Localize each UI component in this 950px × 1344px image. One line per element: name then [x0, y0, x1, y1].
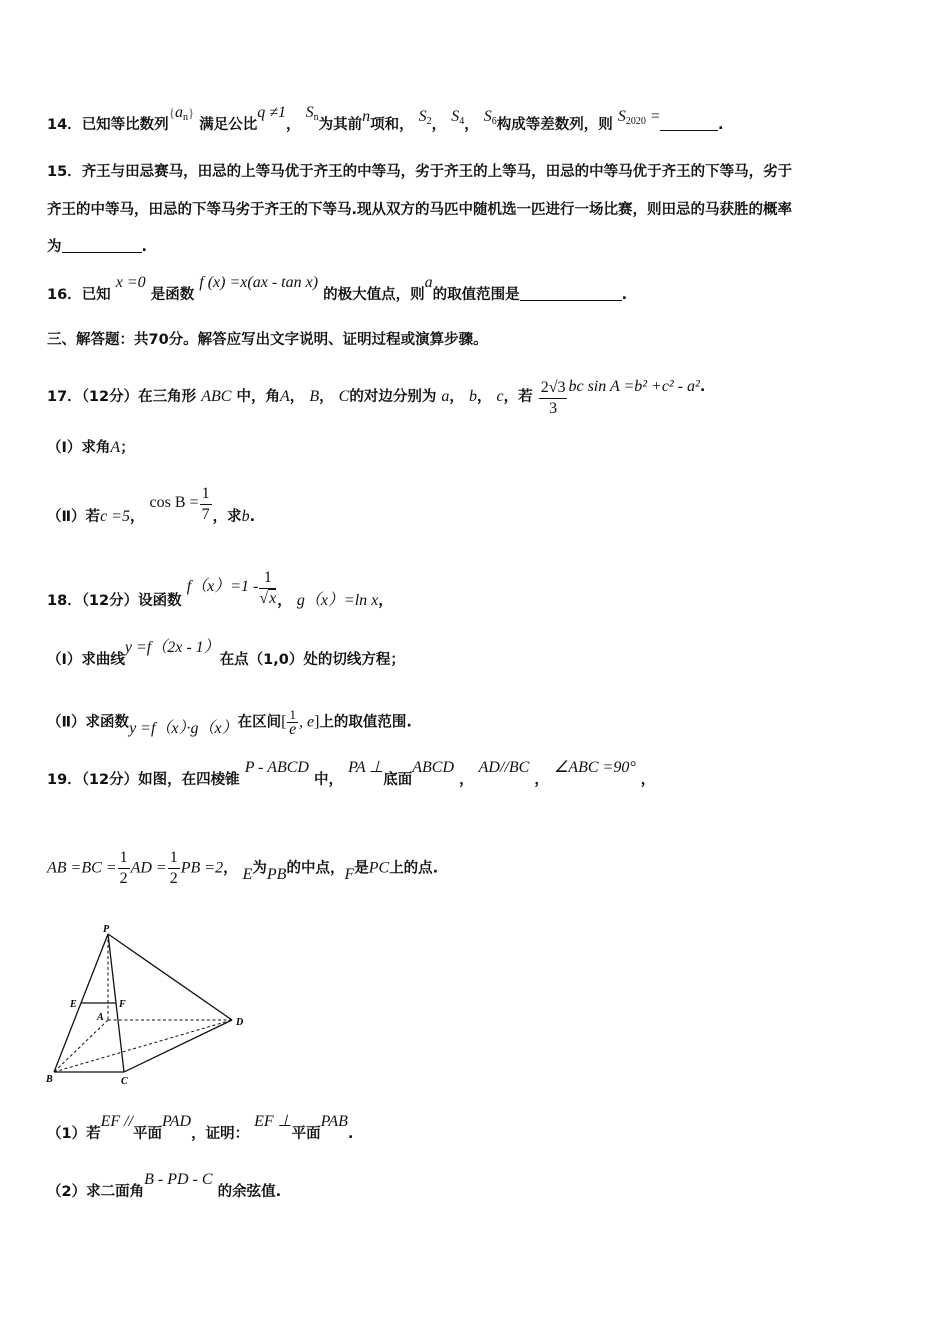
q14-sep-2: ，: [431, 117, 447, 133]
q17-angle-a: A: [279, 388, 290, 405]
question-14: [47, 104, 724, 140]
label-e: E: [70, 999, 77, 1010]
q19-p1-ef-par: EF //: [100, 1113, 134, 1130]
q18-p1-curve: y =f（2x - 1）: [124, 639, 220, 656]
q18-interval-den: e: [289, 721, 297, 738]
section-3-title: 三、解答题：共70分。解答应写出文字说明、证明过程或演算步骤。: [47, 332, 488, 348]
q19-sep-2: ，: [534, 772, 549, 788]
q19-f: F: [344, 865, 355, 883]
q19-p1-text: ，证明：: [191, 1126, 250, 1142]
q15-end: .: [141, 239, 148, 255]
q19-text-3: 底面: [383, 772, 413, 788]
q15-text-line-2: 齐王的中等马，田忌的下等马劣于齐王的下等马.现从双方的马匹中随机选一匹进行一场比赛，则田忌的马获胜的概率: [47, 202, 793, 218]
q16-number: 16．: [47, 287, 82, 303]
q17-triangle: ABC: [201, 388, 232, 405]
q18-interval-fraction: [287, 708, 298, 737]
q17-text-3: 的对边分别为: [349, 389, 437, 405]
q19-part-1: [47, 1113, 354, 1144]
q17-p2-fraction: [200, 484, 212, 525]
q17-p2-cos: cos B =: [149, 493, 199, 511]
label-f: F: [119, 999, 126, 1010]
q14-text-2: 满足公比: [199, 117, 258, 133]
label-b: B: [46, 1074, 53, 1085]
label-c: C: [121, 1076, 128, 1087]
pyramid-figure: [40, 922, 260, 1090]
q18-sep: ，: [277, 592, 292, 609]
q19-l2-text-1: 为: [252, 860, 267, 877]
q17-side-a: a: [441, 388, 450, 405]
q17-angle-c: C: [338, 388, 350, 405]
q19-text-2: 中，: [314, 772, 344, 788]
q19-l2-text-2: 的中点，: [286, 860, 345, 877]
q19-pb: PB: [266, 865, 287, 883]
q17-end: .: [699, 379, 706, 395]
q19-l2-mid: AD =: [130, 859, 167, 877]
q19-l2-den-1: 2: [119, 870, 128, 887]
q14-a: a: [174, 104, 183, 121]
q17-p2-num: 1: [200, 484, 212, 505]
q17-p2-b: b: [241, 507, 250, 525]
q18-score: （12分）: [81, 592, 139, 609]
q17-sep-1: ，: [289, 389, 305, 405]
q18-interval-close: ]: [314, 713, 320, 731]
q17-frac-num: 2√3: [539, 378, 568, 399]
q19-l2-frac-2: [168, 848, 180, 889]
edge-pd: [108, 934, 232, 1020]
q14-s-n: [306, 104, 319, 121]
q14-sep-1: ，: [286, 117, 301, 133]
q19-l2-text-4: 上的点.: [389, 860, 439, 877]
q17-p1-var: A: [110, 439, 121, 456]
q17-part-1: [47, 438, 135, 458]
q14-s-n-sub: n: [313, 112, 319, 123]
q19-p1-plane-2: 平面: [291, 1126, 321, 1142]
q18-p1-text: 在点（1,0）处的切线方程；: [219, 652, 405, 668]
label-d: D: [236, 1017, 244, 1028]
q17-text-1: 在三角形: [138, 389, 197, 405]
q18-interval-right: , e: [298, 713, 315, 731]
q14-a-sub: n: [182, 112, 188, 123]
q14-answer-blank[interactable]: [660, 114, 718, 131]
q14-end: .: [717, 117, 724, 133]
q14-s6-s: S: [483, 108, 492, 125]
q16-text-3: 的极大值点，则: [323, 287, 425, 303]
q17-fraction: [539, 378, 568, 419]
q19-p2-angle: B - PD - C: [144, 1171, 213, 1188]
q16-a: a: [424, 274, 433, 291]
q18-f-den: √x: [259, 590, 277, 607]
q17-sep-3: ，: [449, 389, 464, 405]
q17-text-4: ，若: [503, 389, 533, 405]
q15-number: 15．: [47, 164, 82, 180]
q19-pc: PC: [368, 859, 390, 877]
q17-number: 17．: [47, 389, 82, 405]
q14-a-n: [175, 104, 188, 121]
q19-text-1: 如图，在四棱锥: [138, 772, 240, 788]
question-16: [47, 274, 628, 305]
q19-score: （12分）: [81, 772, 139, 788]
q17-p2-text: ，求: [212, 508, 242, 525]
question-15-line-1: [47, 162, 792, 182]
q19-pa-perp: PA ⊥: [348, 759, 384, 776]
q18-p2-text-1: 在区间: [237, 714, 282, 731]
q14-brace-close: }: [187, 105, 195, 120]
q19-parallel: AD//BC: [478, 759, 530, 776]
q18-p2-text-2: 上的取值范围.: [319, 714, 412, 731]
q14-text-3: 为其前: [318, 117, 363, 133]
q17-side-c: c: [496, 388, 504, 405]
q19-p2-label: （2）求二面角: [47, 1184, 145, 1200]
q19-l2-lhs: AB =BC =: [47, 859, 117, 877]
q18-f-den-x: x: [269, 590, 277, 607]
q18-number: 18．: [47, 592, 82, 609]
q18-part-1: [47, 639, 405, 670]
q17-frac-den: 3: [549, 400, 558, 417]
q17-p2-sep: ，: [129, 508, 145, 525]
q19-l2-text-3: 是: [354, 860, 369, 877]
q19-part-2: [47, 1171, 282, 1202]
q18-text-1: 设函数: [138, 592, 182, 609]
q16-text-1: 已知: [81, 287, 111, 303]
q19-line-2: [47, 848, 438, 889]
q17-rhs: bc sin A =b² +c² - a²: [568, 378, 700, 395]
q17-part-2: [47, 484, 255, 525]
q17-sep-4: ，: [476, 389, 492, 405]
q19-p1-ef-perp: EF ⊥: [254, 1113, 292, 1130]
q14-sep-3: ，: [464, 117, 479, 133]
q17-p2-label: （Ⅱ）若: [47, 508, 101, 525]
q14-s4: [451, 108, 464, 125]
q19-angle: ∠ABC =90°: [553, 759, 636, 776]
q14-s2-s: S: [418, 108, 427, 125]
q17-p1-label: （Ⅰ）求角: [47, 440, 111, 456]
q16-text-4: 的取值范围是: [432, 287, 520, 303]
edge-cd: [124, 1020, 232, 1072]
q18-p1-label: （Ⅰ）求曲线: [47, 652, 125, 668]
q14-s4-s: S: [451, 108, 460, 125]
q18-f-num: 1: [259, 568, 276, 589]
q17-angle-b: B: [309, 388, 320, 405]
q18-interval-num: 1: [289, 707, 296, 722]
q19-l2-den-2: 2: [169, 870, 178, 887]
q14-s6: [484, 108, 497, 125]
q14-q-cond: q ≠1: [257, 104, 287, 121]
question-15-line-3: [47, 236, 147, 257]
q17-p2-cond: c =5: [100, 507, 130, 525]
diag-bd: [54, 1020, 232, 1072]
q14-n: n: [362, 108, 371, 125]
q17-p2-den: 7: [201, 506, 210, 523]
q19-sep-3: ，: [640, 772, 656, 788]
q15-text-line-1: 齐王与田忌赛马，田忌的上等马优于齐王的中等马，劣于齐王的上等马，田忌的中等马优于齐王的下等马，劣于: [81, 164, 793, 180]
q17-text-2: 中，角: [236, 389, 280, 405]
q14-s6-sub: 6: [491, 116, 497, 127]
q18-interval-open: [: [281, 713, 287, 731]
q19-p1-pab: PAB: [320, 1113, 348, 1130]
q17-p1-end: ；: [120, 440, 135, 456]
q17-p2-end: .: [249, 508, 256, 525]
q18-part-2: [47, 708, 412, 737]
question-18: [47, 568, 393, 609]
q14-s: S: [305, 104, 314, 121]
q19-l2-num-1: 1: [118, 848, 130, 869]
q19-pyramid: P - ABCD: [244, 759, 309, 776]
q14-text-4: 项和，: [370, 117, 414, 133]
q14-s2-sub: 2: [426, 116, 432, 127]
q17-sep-2: ，: [319, 389, 334, 405]
q18-p2-label: （Ⅱ）求函数: [47, 714, 130, 731]
q14-number: 14．: [47, 117, 82, 133]
q19-p1-pad: PAD: [162, 1113, 192, 1130]
q19-p1-label: （1）若: [47, 1126, 101, 1142]
q18-end-sep: ，: [378, 592, 393, 609]
section-3-heading: [47, 330, 488, 350]
q16-answer-blank[interactable]: [520, 284, 622, 301]
q18-f-lhs: f（x）=1 -: [186, 577, 259, 595]
q19-l2-num-2: 1: [168, 848, 180, 869]
label-a: A: [97, 1012, 104, 1023]
q16-end: .: [621, 287, 628, 303]
q14-brace-open: {: [168, 105, 175, 120]
q14-eq: =: [650, 108, 660, 125]
q14-s2020: [618, 108, 646, 125]
q19-l2-rhs: PB =2: [180, 859, 224, 877]
q19-sep-1: ，: [459, 772, 474, 788]
q19-p1-end: .: [347, 1126, 354, 1142]
label-p: P: [103, 924, 110, 935]
question-19: [47, 759, 656, 790]
q14-s4-sub: 4: [459, 116, 465, 127]
q18-f-fraction: [259, 568, 276, 609]
q16-function: f (x) =x(ax - tan x): [199, 274, 319, 291]
q18-p2-func: y =f（x）·g（x）: [129, 719, 238, 737]
q19-l2-sep: ，: [223, 860, 238, 877]
q19-p2-text: 的余弦值.: [217, 1184, 282, 1200]
q19-base: ABCD: [412, 759, 455, 776]
q14-s2020-s: S: [617, 108, 626, 125]
q19-l2-frac-1: [118, 848, 130, 889]
q15-answer-blank[interactable]: [62, 236, 142, 253]
q15-text-line-3: 为: [47, 239, 62, 255]
q17-score: （12分）: [81, 389, 139, 405]
question-15-line-2: [47, 200, 792, 220]
q14-text-1: 已知等比数列: [81, 117, 169, 133]
q19-e: E: [242, 865, 253, 883]
q14-text-5: 构成等差数列，则: [496, 117, 613, 133]
q14-s2: [419, 108, 432, 125]
q19-number: 19．: [47, 772, 82, 788]
q18-g-def: g（x）=ln x: [296, 591, 379, 609]
q14-s2020-sub: 2020: [625, 116, 646, 127]
q16-text-2: 是函数: [150, 287, 195, 303]
q16-condition: x =0: [115, 274, 146, 291]
question-17: [47, 378, 705, 419]
q17-side-b: b: [468, 388, 477, 405]
q19-p1-plane: 平面: [133, 1126, 163, 1142]
